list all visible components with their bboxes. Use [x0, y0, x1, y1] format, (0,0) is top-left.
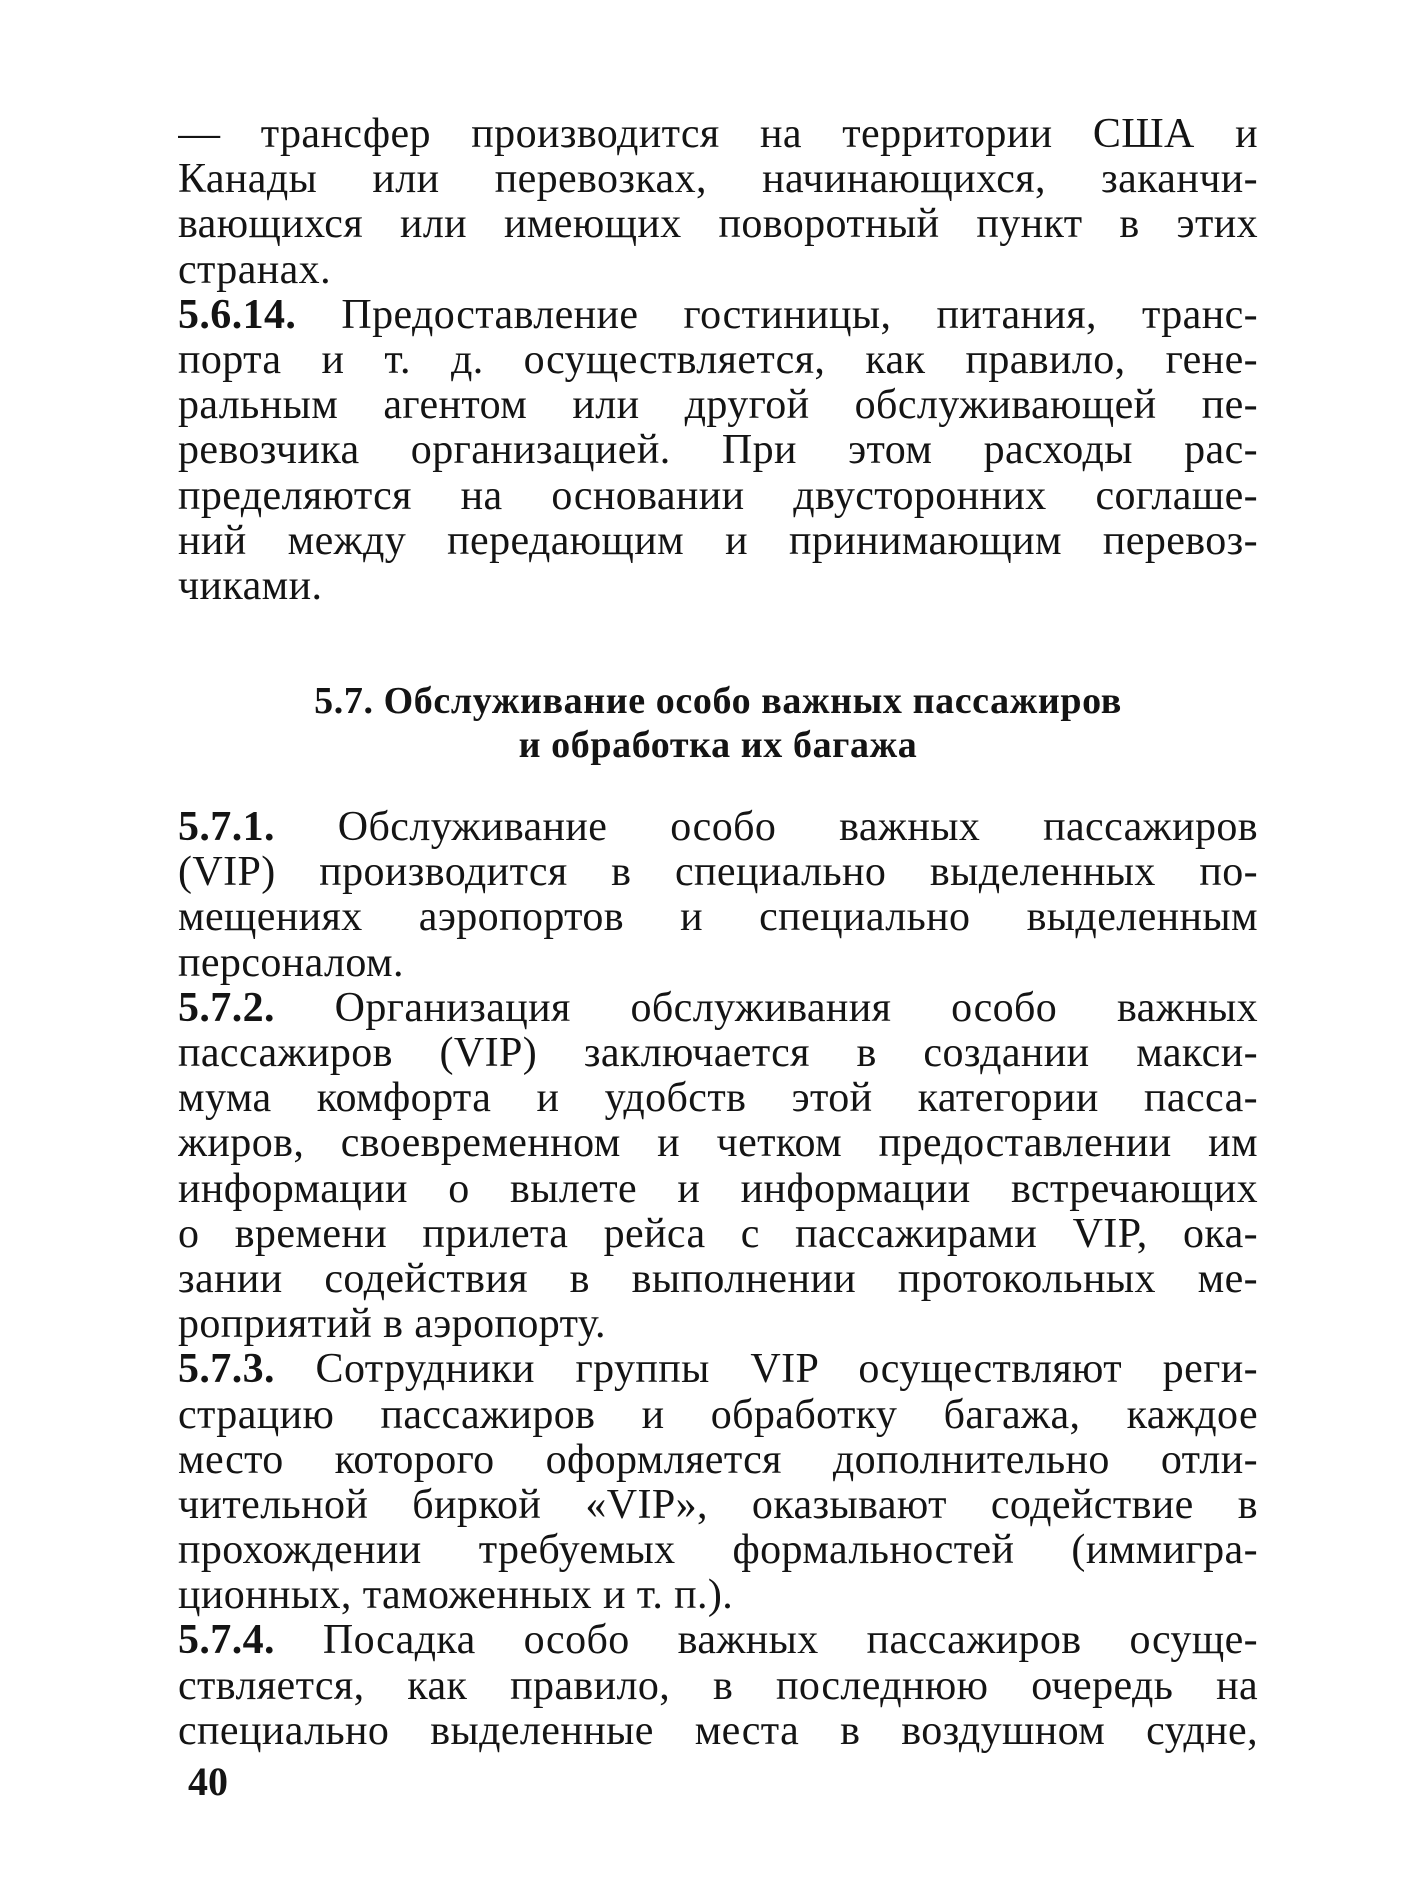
paragraph-5-6-14: [178, 293, 1258, 609]
text-line: чиками.: [178, 563, 323, 609]
text-span: Сотрудники группы VIP осуществляют реги-: [315, 1347, 1258, 1393]
clause-number: 5.7.3.: [178, 1347, 275, 1393]
text-line: ционных, таможенных и т. п.).: [178, 1573, 734, 1619]
heading-line: 5.7. Обслуживание особо важных пассажиров: [314, 680, 1122, 723]
text-line: страцию пассажиров и обработку багажа, каждое: [178, 1392, 1258, 1438]
clause-number: 5.7.1.: [178, 805, 275, 851]
paragraph-continuation: [178, 112, 1258, 293]
text-line: [178, 1618, 1258, 1663]
paragraph-5-7-4: [178, 1618, 1258, 1754]
text-line: информации о вылете и информации встречающих: [178, 1166, 1258, 1212]
text-line: о времени прилета рейса с пассажирами VIP, ока-: [178, 1211, 1258, 1257]
text-line: [178, 1347, 1258, 1392]
text-line: пассажиров (VIP) заключается в создании макси-: [178, 1031, 1258, 1076]
text-line: (VIP) производится в специально выделенных по-: [178, 850, 1258, 896]
text-line: специально выделенные места в воздушном судне,: [178, 1708, 1258, 1754]
text-line: [178, 805, 1258, 850]
paragraph-5-7-3: [178, 1347, 1258, 1618]
text-line: порта и т. д. осуществляется, как правило, гене-: [178, 337, 1258, 383]
text-span: Организация обслуживания особо важных: [334, 985, 1258, 1031]
clause-number: 5.7.2.: [178, 985, 275, 1031]
text-line: [178, 293, 1258, 338]
text-span: Посадка особо важных пассажиров осуще-: [322, 1618, 1258, 1664]
page-number: 40: [188, 1759, 228, 1804]
text-line: Канады или перевозках, начинающихся, заканчи-: [178, 157, 1258, 203]
clause-number: 5.6.14.: [178, 292, 297, 338]
text-line: ревозчика организацией. При этом расходы рас-: [178, 428, 1258, 474]
text-line: ральным агентом или другой обслуживающей пе-: [178, 383, 1258, 429]
heading-line: и обработка их багажа: [518, 724, 918, 767]
paragraph-5-7-1: [178, 805, 1258, 986]
text-line: странах.: [178, 247, 331, 293]
text-line: прохождении требуемых формальностей (иммигра-: [178, 1528, 1258, 1574]
text-line: мещениях аэропортов и специально выделенным: [178, 895, 1258, 941]
text-line: жиров, своевременном и четком предоставлении им: [178, 1121, 1258, 1167]
text-line: мума комфорта и удобств этой категории пасса-: [178, 1076, 1258, 1122]
text-line: роприятий в аэропорту.: [178, 1302, 606, 1348]
text-line: ний между передающим и принимающим перевоз-: [178, 518, 1258, 564]
text-line: ствляется, как правило, в последнюю очередь на: [178, 1663, 1258, 1709]
text-line: зании содействия в выполнении протокольных ме-: [178, 1256, 1258, 1302]
clause-number: 5.7.4.: [178, 1618, 275, 1664]
text-line: чительной биркой «VIP», оказывают содействие в: [178, 1482, 1258, 1528]
text-line: — трансфер производится на территории США и: [178, 112, 1258, 157]
text-span: Предоставление гостиницы, питания, транс-: [341, 292, 1258, 338]
text-line: вающихся или имеющих поворотный пункт в этих: [178, 202, 1258, 248]
text-line: [178, 986, 1258, 1031]
paragraph-5-7-2: [178, 986, 1258, 1348]
document-page: [178, 112, 1258, 1754]
text-line: персоналом.: [178, 940, 404, 986]
text-span: Обслуживание особо важных пассажиров: [337, 805, 1258, 851]
text-line: место которого оформляется дополнительно отли-: [178, 1437, 1258, 1483]
section-heading: [178, 679, 1258, 767]
text-line: пределяются на основании двусторонних соглаше-: [178, 473, 1258, 519]
